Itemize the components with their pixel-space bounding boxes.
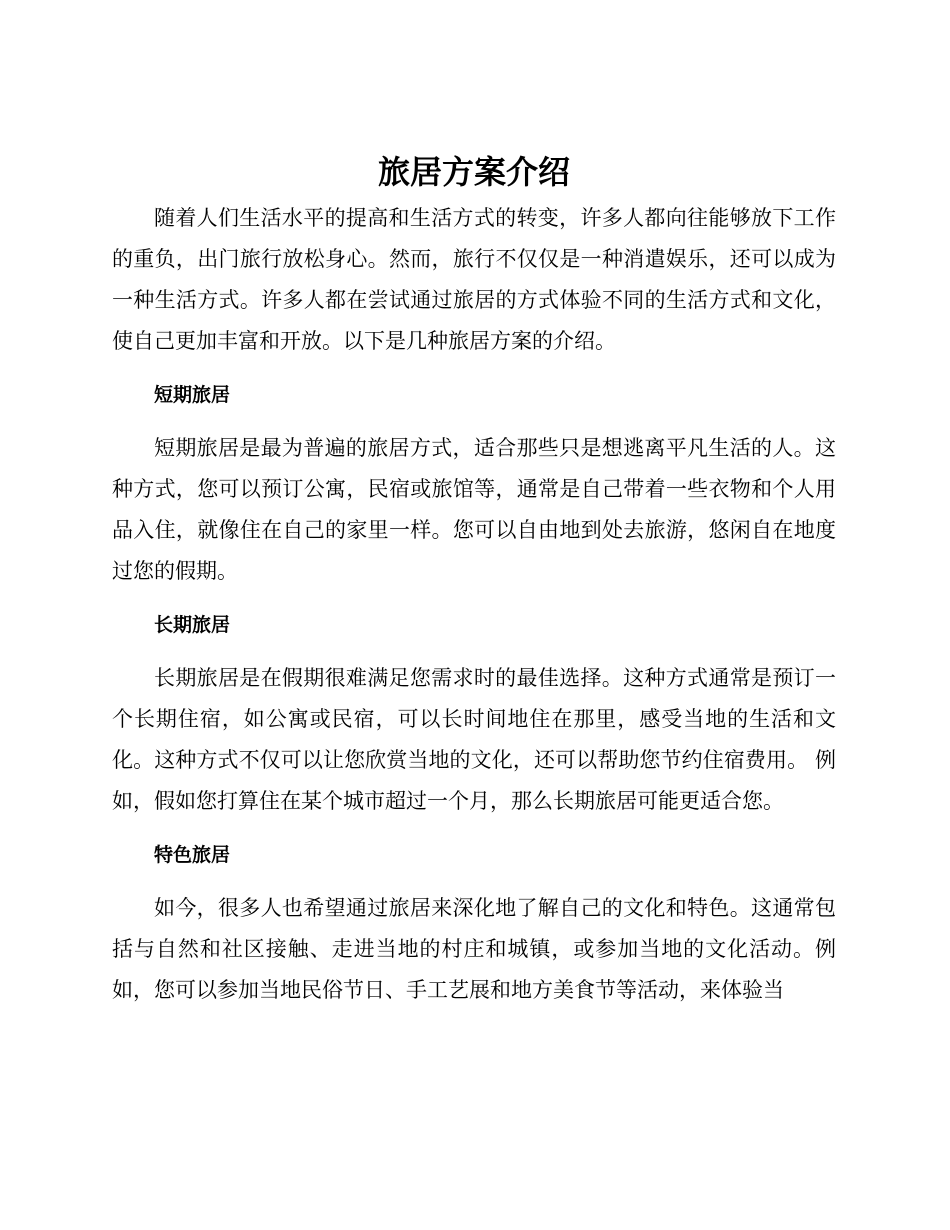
- intro-paragraph: 随着人们生活水平的提高和生活方式的转变，许多人都向往能够放下工作的重负，出门旅行放松身心。然而，旅行不仅仅是一种消遣娱乐，还可以成为一种生活方式。许多人都在尝试通过旅居的方式体验不同的生活方式和文化，使自己更加丰富和开放。以下是几种旅居方案的介绍。: [112, 206, 836, 353]
- section-heading-long-term: 长期旅居: [154, 614, 231, 636]
- section-heading-featured: 特色旅居: [154, 844, 231, 866]
- document-title: 旅居方案介绍: [377, 153, 570, 191]
- section-body-featured: 如今，很多人也希望通过旅居来深化地了解自己的文化和特色。这通常包括与自然和社区接触、走进当地的村庄和城镇，或参加当地的文化活动。例如，您可以参加当地民俗节日、手工艺展和地方美食节等活动，来体验当: [112, 896, 836, 1002]
- section-heading-short-term: 短期旅居: [154, 384, 231, 406]
- document-page: [112, 150, 836, 1011]
- section-body-short-term: 短期旅居是最为普遍的旅居方式，适合那些只是想逃离平凡生活的人。这种方式，您可以预订公寓，民宿或旅馆等，通常是自己带着一些衣物和个人用品入住，就像住在自己的家里一样。您可以自由地到处去旅游，悠闲自在地度过您的假期。: [112, 436, 836, 583]
- section-body-long-term: 长期旅居是在假期很难满足您需求时的最佳选择。这种方式通常是预订一个长期住宿，如公寓或民宿，可以长时间地住在那里，感受当地的生活和文化。这种方式不仅可以让您欣赏当地的文化，还可以帮助您节约住宿费用。 例如，假如您打算住在某个城市超过一个月，那么长期旅居可能更适合您。: [112, 666, 836, 813]
